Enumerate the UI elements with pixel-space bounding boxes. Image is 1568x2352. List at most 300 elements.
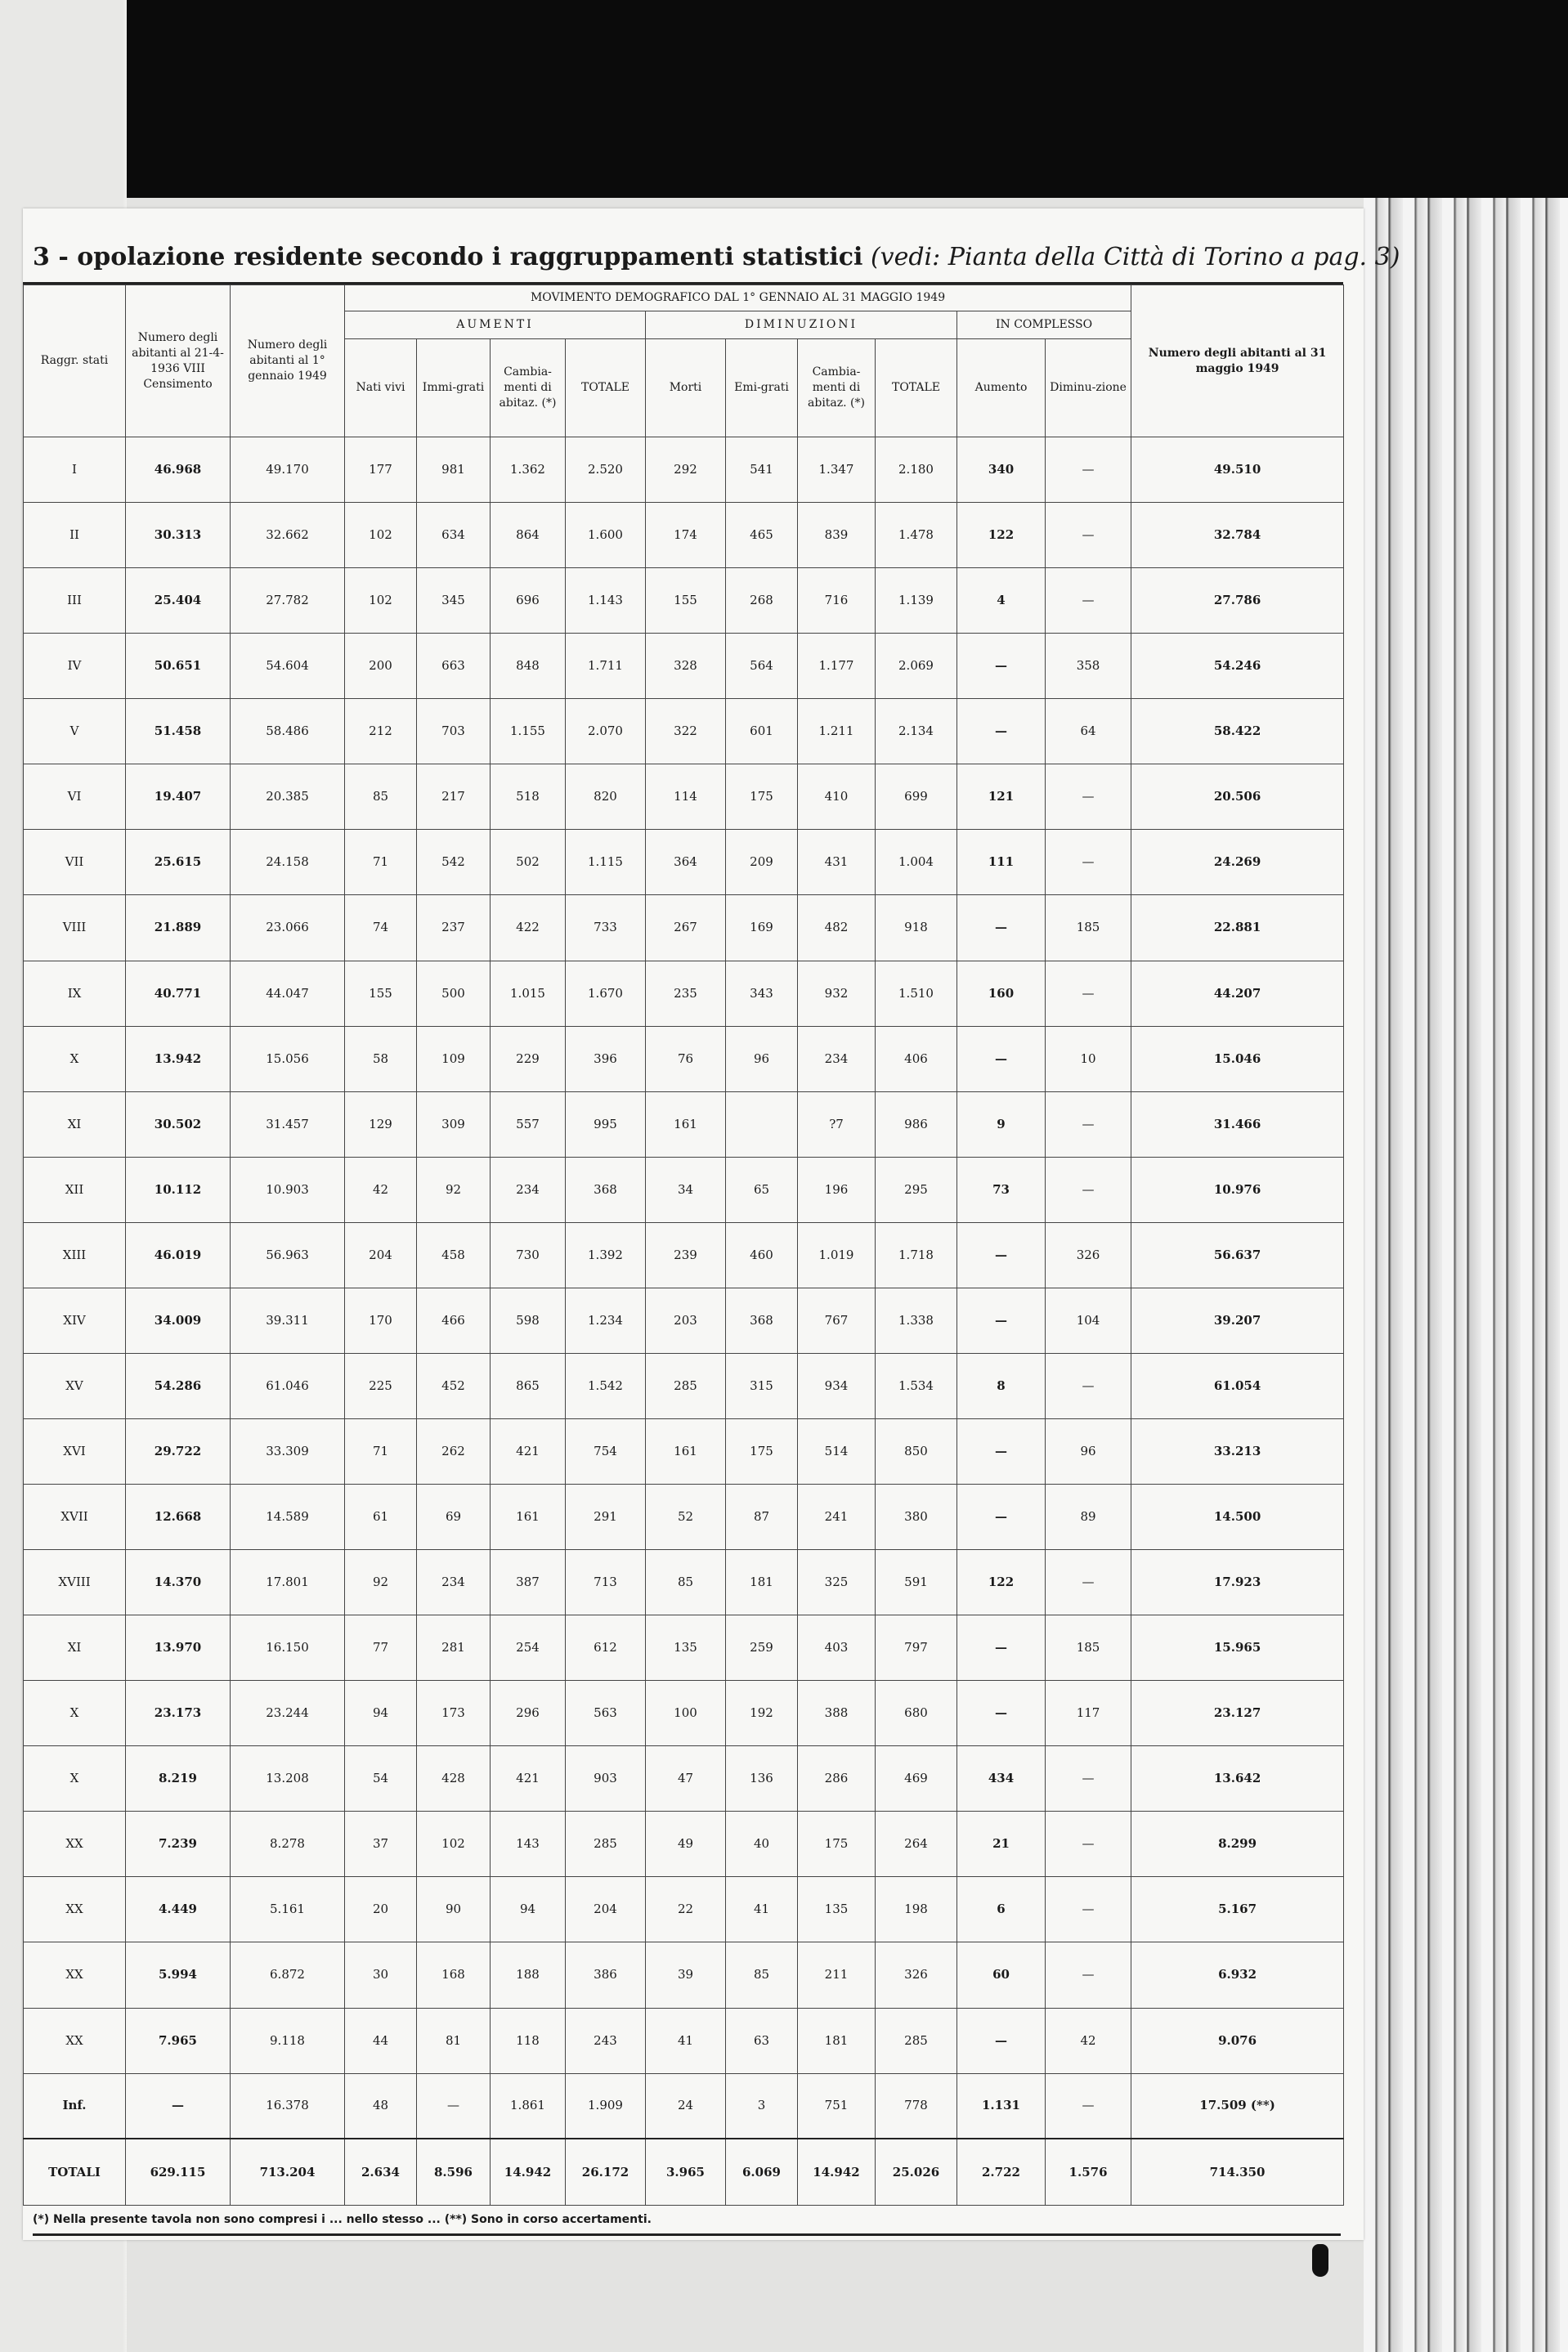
cell-totale-d: 986 bbox=[876, 1091, 957, 1157]
cell-totale-a: 733 bbox=[566, 895, 646, 961]
title-reference: (vedi: Pianta della Città di Torino a pag. 3) bbox=[862, 243, 1400, 271]
cell-totale-a: 285 bbox=[566, 1812, 646, 1877]
cell-totale-a: 713 bbox=[566, 1550, 646, 1615]
cell-cambiamenti-d: 1.211 bbox=[798, 699, 876, 764]
cell-1936: 14.370 bbox=[126, 1550, 231, 1615]
cell-nati: 77 bbox=[345, 1615, 417, 1681]
cell-cambiamenti-d: 403 bbox=[798, 1615, 876, 1681]
cell-1949: 16.150 bbox=[231, 1615, 345, 1681]
cell-cambiamenti-a: 518 bbox=[491, 764, 566, 830]
table-row bbox=[24, 2073, 1344, 2139]
header-1936: Numero degli abitanti al 21-4-1936 VIII Censimento bbox=[126, 285, 231, 437]
cell-nati: 42 bbox=[345, 1157, 417, 1222]
cell-1936: 21.889 bbox=[126, 895, 231, 961]
row-label: XVI bbox=[24, 1418, 126, 1484]
cell-morti: 174 bbox=[646, 503, 726, 568]
cell-diminuzione: 104 bbox=[1046, 1288, 1131, 1353]
total-final: 714.350 bbox=[1131, 2139, 1344, 2205]
page-title bbox=[33, 237, 1400, 278]
cell-emigrati: 96 bbox=[726, 1026, 798, 1091]
cell-cambiamenti-d: 135 bbox=[798, 1877, 876, 1942]
cell-cambiamenti-a: 1.362 bbox=[491, 437, 566, 503]
cell-1936: 54.286 bbox=[126, 1353, 231, 1418]
cell-cambiamenti-d: 388 bbox=[798, 1681, 876, 1746]
cell-final: 9.076 bbox=[1131, 2008, 1344, 2073]
cell-immigrati: 81 bbox=[417, 2008, 491, 2073]
cell-morti: 292 bbox=[646, 437, 726, 503]
cell-totale-a: 396 bbox=[566, 1026, 646, 1091]
cell-nati: 71 bbox=[345, 830, 417, 895]
table-row bbox=[24, 568, 1344, 634]
cell-diminuzione: — bbox=[1046, 830, 1131, 895]
totals-label: TOTALI bbox=[24, 2139, 126, 2205]
cell-final: 6.932 bbox=[1131, 1942, 1344, 2008]
cell-cambiamenti-a: 1.015 bbox=[491, 961, 566, 1026]
cell-diminuzione: 89 bbox=[1046, 1485, 1131, 1550]
cell-cambiamenti-d: 175 bbox=[798, 1812, 876, 1877]
cell-1949: 14.589 bbox=[231, 1485, 345, 1550]
cell-cambiamenti-a: 696 bbox=[491, 568, 566, 634]
cell-cambiamenti-d: 241 bbox=[798, 1485, 876, 1550]
cell-totale-d: 1.510 bbox=[876, 961, 957, 1026]
row-label: XX bbox=[24, 1942, 126, 2008]
total-1949: 713.204 bbox=[231, 2139, 345, 2205]
cell-morti: 34 bbox=[646, 1157, 726, 1222]
header-1949: Numero degli abitanti al 1° gennaio 1949 bbox=[231, 285, 345, 437]
cell-immigrati: 428 bbox=[417, 1746, 491, 1812]
cell-1949: 17.801 bbox=[231, 1550, 345, 1615]
row-label: XX bbox=[24, 1877, 126, 1942]
cell-1936: 13.942 bbox=[126, 1026, 231, 1091]
header-aumenti: AUMENTI bbox=[345, 311, 646, 339]
row-label: VI bbox=[24, 764, 126, 830]
row-label: X bbox=[24, 1746, 126, 1812]
header-morti: Morti bbox=[646, 339, 726, 437]
cell-aumento: — bbox=[957, 1222, 1046, 1288]
cell-diminuzione: — bbox=[1046, 1746, 1131, 1812]
total-nati: 2.634 bbox=[345, 2139, 417, 2205]
cell-totale-a: 2.520 bbox=[566, 437, 646, 503]
row-label: XV bbox=[24, 1353, 126, 1418]
cell-immigrati: 309 bbox=[417, 1091, 491, 1157]
cell-totale-d: 1.004 bbox=[876, 830, 957, 895]
cell-emigrati: 40 bbox=[726, 1812, 798, 1877]
table-row bbox=[24, 1091, 1344, 1157]
cell-cambiamenti-d: 932 bbox=[798, 961, 876, 1026]
cell-1949: 20.385 bbox=[231, 764, 345, 830]
cell-1949: 58.486 bbox=[231, 699, 345, 764]
cell-1949: 39.311 bbox=[231, 1288, 345, 1353]
cell-nati: 37 bbox=[345, 1812, 417, 1877]
cell-emigrati: 465 bbox=[726, 503, 798, 568]
row-label: III bbox=[24, 568, 126, 634]
row-label: XIV bbox=[24, 1288, 126, 1353]
cell-diminuzione: — bbox=[1046, 1812, 1131, 1877]
cell-totale-a: 204 bbox=[566, 1877, 646, 1942]
cell-aumento: 122 bbox=[957, 503, 1046, 568]
cell-immigrati: 90 bbox=[417, 1877, 491, 1942]
table-row bbox=[24, 1942, 1344, 2008]
cell-1949: 56.963 bbox=[231, 1222, 345, 1288]
cell-final: 33.213 bbox=[1131, 1418, 1344, 1484]
cell-diminuzione: — bbox=[1046, 568, 1131, 634]
total-totale-a: 26.172 bbox=[566, 2139, 646, 2205]
cell-cambiamenti-d: 211 bbox=[798, 1942, 876, 2008]
row-label: VIII bbox=[24, 895, 126, 961]
table-row bbox=[24, 503, 1344, 568]
cell-immigrati: 703 bbox=[417, 699, 491, 764]
header-immigrati: Immi-grati bbox=[417, 339, 491, 437]
cell-emigrati: 368 bbox=[726, 1288, 798, 1353]
cell-diminuzione: — bbox=[1046, 1942, 1131, 2008]
cell-nati: 30 bbox=[345, 1942, 417, 2008]
cell-emigrati: 315 bbox=[726, 1353, 798, 1418]
cell-1949: 54.604 bbox=[231, 634, 345, 699]
cell-nati: 85 bbox=[345, 764, 417, 830]
cell-cambiamenti-d: 839 bbox=[798, 503, 876, 568]
row-label: X bbox=[24, 1026, 126, 1091]
cell-totale-a: 1.234 bbox=[566, 1288, 646, 1353]
table-row bbox=[24, 1615, 1344, 1681]
cell-totale-d: 285 bbox=[876, 2008, 957, 2073]
cell-totale-a: 291 bbox=[566, 1485, 646, 1550]
cell-cambiamenti-a: 730 bbox=[491, 1222, 566, 1288]
cell-diminuzione: 117 bbox=[1046, 1681, 1131, 1746]
total-morti: 3.965 bbox=[646, 2139, 726, 2205]
row-label: X bbox=[24, 1681, 126, 1746]
cell-1936: 7.965 bbox=[126, 2008, 231, 2073]
cell-immigrati: 109 bbox=[417, 1026, 491, 1091]
cell-1936: — bbox=[126, 2073, 231, 2139]
cell-nati: 44 bbox=[345, 2008, 417, 2073]
cell-cambiamenti-d: 181 bbox=[798, 2008, 876, 2073]
table-row bbox=[24, 1353, 1344, 1418]
cell-morti: 235 bbox=[646, 961, 726, 1026]
row-label: XII bbox=[24, 1157, 126, 1222]
cell-cambiamenti-a: 387 bbox=[491, 1550, 566, 1615]
cell-aumento: 1.131 bbox=[957, 2073, 1046, 2139]
cell-1936: 46.968 bbox=[126, 437, 231, 503]
cell-final: 22.881 bbox=[1131, 895, 1344, 961]
cell-emigrati: 601 bbox=[726, 699, 798, 764]
cell-totale-d: 918 bbox=[876, 895, 957, 961]
cell-totale-d: 850 bbox=[876, 1418, 957, 1484]
cell-totale-a: 903 bbox=[566, 1746, 646, 1812]
cell-diminuzione: 358 bbox=[1046, 634, 1131, 699]
row-label: XX bbox=[24, 2008, 126, 2073]
cell-nati: 61 bbox=[345, 1485, 417, 1550]
cell-morti: 322 bbox=[646, 699, 726, 764]
cell-nati: 225 bbox=[345, 1353, 417, 1418]
table-row bbox=[24, 437, 1344, 503]
footnote: (*) Nella presente tavola non sono compresi i ... nello stesso ... (**) Sono in corso accertamenti. bbox=[33, 2206, 1341, 2236]
totals-row bbox=[24, 2139, 1344, 2205]
cell-nati: 94 bbox=[345, 1681, 417, 1746]
cell-1936: 4.449 bbox=[126, 1877, 231, 1942]
cell-1949: 49.170 bbox=[231, 437, 345, 503]
cell-immigrati: 281 bbox=[417, 1615, 491, 1681]
cell-totale-a: 1.670 bbox=[566, 961, 646, 1026]
cell-cambiamenti-d: 325 bbox=[798, 1550, 876, 1615]
row-label: XI bbox=[24, 1091, 126, 1157]
cell-morti: 22 bbox=[646, 1877, 726, 1942]
cell-morti: 328 bbox=[646, 634, 726, 699]
cell-diminuzione: — bbox=[1046, 1157, 1131, 1222]
cell-cambiamenti-a: 161 bbox=[491, 1485, 566, 1550]
total-aumento: 2.722 bbox=[957, 2139, 1046, 2205]
cell-cambiamenti-d: 716 bbox=[798, 568, 876, 634]
table-row bbox=[24, 699, 1344, 764]
cell-final: 31.466 bbox=[1131, 1091, 1344, 1157]
cell-1949: 23.066 bbox=[231, 895, 345, 961]
cell-aumento: — bbox=[957, 699, 1046, 764]
cell-diminuzione: 42 bbox=[1046, 2008, 1131, 2073]
table-row bbox=[24, 1550, 1344, 1615]
cell-cambiamenti-d: 482 bbox=[798, 895, 876, 961]
cell-cambiamenti-a: 234 bbox=[491, 1157, 566, 1222]
cell-nati: 212 bbox=[345, 699, 417, 764]
cell-diminuzione: 96 bbox=[1046, 1418, 1131, 1484]
header-group: Raggr. stati bbox=[24, 285, 126, 437]
cell-cambiamenti-d: 1.177 bbox=[798, 634, 876, 699]
cell-totale-a: 386 bbox=[566, 1942, 646, 2008]
cell-totale-a: 612 bbox=[566, 1615, 646, 1681]
cell-final: 24.269 bbox=[1131, 830, 1344, 895]
cell-nati: 58 bbox=[345, 1026, 417, 1091]
cell-cambiamenti-a: 188 bbox=[491, 1942, 566, 2008]
cell-aumento: — bbox=[957, 1418, 1046, 1484]
cell-final: 39.207 bbox=[1131, 1288, 1344, 1353]
cell-1949: 27.782 bbox=[231, 568, 345, 634]
cell-cambiamenti-d: 514 bbox=[798, 1418, 876, 1484]
cell-1949: 44.047 bbox=[231, 961, 345, 1026]
cell-emigrati: 41 bbox=[726, 1877, 798, 1942]
cell-aumento: — bbox=[957, 895, 1046, 961]
total-immigrati: 8.596 bbox=[417, 2139, 491, 2205]
cell-totale-d: 198 bbox=[876, 1877, 957, 1942]
cell-final: 20.506 bbox=[1131, 764, 1344, 830]
cell-emigrati: 209 bbox=[726, 830, 798, 895]
cell-nati: 54 bbox=[345, 1746, 417, 1812]
cell-1936: 40.771 bbox=[126, 961, 231, 1026]
cell-cambiamenti-a: 143 bbox=[491, 1812, 566, 1877]
cell-cambiamenti-d: 286 bbox=[798, 1746, 876, 1812]
cell-totale-a: 1.542 bbox=[566, 1353, 646, 1418]
cell-immigrati: 234 bbox=[417, 1550, 491, 1615]
cell-diminuzione: — bbox=[1046, 764, 1131, 830]
cell-immigrati: 173 bbox=[417, 1681, 491, 1746]
cell-emigrati: 192 bbox=[726, 1681, 798, 1746]
cell-morti: 161 bbox=[646, 1091, 726, 1157]
cell-cambiamenti-d: 196 bbox=[798, 1157, 876, 1222]
cell-1936: 46.019 bbox=[126, 1222, 231, 1288]
cell-1936: 13.970 bbox=[126, 1615, 231, 1681]
cell-morti: 100 bbox=[646, 1681, 726, 1746]
cell-totale-d: 264 bbox=[876, 1812, 957, 1877]
cell-final: 15.965 bbox=[1131, 1615, 1344, 1681]
cell-1949: 15.056 bbox=[231, 1026, 345, 1091]
cell-aumento: 122 bbox=[957, 1550, 1046, 1615]
cell-1936: 25.404 bbox=[126, 568, 231, 634]
cell-1949: 61.046 bbox=[231, 1353, 345, 1418]
cell-aumento: 434 bbox=[957, 1746, 1046, 1812]
scan-page-edges bbox=[1364, 198, 1568, 2352]
table-row bbox=[24, 1746, 1344, 1812]
row-label: XVIII bbox=[24, 1550, 126, 1615]
cell-nati: 200 bbox=[345, 634, 417, 699]
cell-1936: 10.112 bbox=[126, 1157, 231, 1222]
cell-nati: 129 bbox=[345, 1091, 417, 1157]
cell-morti: 52 bbox=[646, 1485, 726, 1550]
row-label: XI bbox=[24, 1615, 126, 1681]
cell-immigrati: 102 bbox=[417, 1812, 491, 1877]
cell-final: 17.923 bbox=[1131, 1550, 1344, 1615]
header-final: Numero degli abitanti al 31 maggio 1949 bbox=[1131, 285, 1344, 437]
cell-aumento: 121 bbox=[957, 764, 1046, 830]
cell-1949: 23.244 bbox=[231, 1681, 345, 1746]
row-label: XVII bbox=[24, 1485, 126, 1550]
header-diminuzioni: DIMINUZIONI bbox=[646, 311, 957, 339]
cell-1936: 30.502 bbox=[126, 1091, 231, 1157]
cell-morti: 39 bbox=[646, 1942, 726, 2008]
cell-cambiamenti-a: 296 bbox=[491, 1681, 566, 1746]
cell-immigrati: 634 bbox=[417, 503, 491, 568]
cell-cambiamenti-a: 598 bbox=[491, 1288, 566, 1353]
cell-nati: 74 bbox=[345, 895, 417, 961]
title-main: opolazione residente secondo i raggruppamenti statistici bbox=[77, 243, 863, 271]
cell-totale-a: 2.070 bbox=[566, 699, 646, 764]
cell-1936: 29.722 bbox=[126, 1418, 231, 1484]
cell-1949: 13.208 bbox=[231, 1746, 345, 1812]
cell-1949: 6.872 bbox=[231, 1942, 345, 2008]
cell-cambiamenti-d: 234 bbox=[798, 1026, 876, 1091]
header-emigrati: Emi-grati bbox=[726, 339, 798, 437]
cell-morti: 47 bbox=[646, 1746, 726, 1812]
cell-morti: 49 bbox=[646, 1812, 726, 1877]
cell-nati: 170 bbox=[345, 1288, 417, 1353]
cell-1936: 50.651 bbox=[126, 634, 231, 699]
cell-1949: 10.903 bbox=[231, 1157, 345, 1222]
cell-aumento: 9 bbox=[957, 1091, 1046, 1157]
cell-1936: 34.009 bbox=[126, 1288, 231, 1353]
cell-nati: 155 bbox=[345, 961, 417, 1026]
cell-morti: 203 bbox=[646, 1288, 726, 1353]
cell-final: 14.500 bbox=[1131, 1485, 1344, 1550]
cell-totale-a: 1.600 bbox=[566, 503, 646, 568]
cell-totale-d: 295 bbox=[876, 1157, 957, 1222]
cell-emigrati: 169 bbox=[726, 895, 798, 961]
cell-totale-d: 2.180 bbox=[876, 437, 957, 503]
cell-emigrati: 268 bbox=[726, 568, 798, 634]
cell-morti: 24 bbox=[646, 2073, 726, 2139]
cell-totale-d: 1.338 bbox=[876, 1288, 957, 1353]
cell-aumento: 6 bbox=[957, 1877, 1046, 1942]
cell-cambiamenti-a: 421 bbox=[491, 1746, 566, 1812]
cell-aumento: 4 bbox=[957, 568, 1046, 634]
cell-final: 8.299 bbox=[1131, 1812, 1344, 1877]
cell-aumento: — bbox=[957, 634, 1046, 699]
header-aumento: Aumento bbox=[957, 339, 1046, 437]
cell-aumento: — bbox=[957, 1288, 1046, 1353]
cell-cambiamenti-a: 94 bbox=[491, 1877, 566, 1942]
total-1936: 629.115 bbox=[126, 2139, 231, 2205]
cell-diminuzione: 10 bbox=[1046, 1026, 1131, 1091]
cell-morti: 364 bbox=[646, 830, 726, 895]
table-row bbox=[24, 1288, 1344, 1353]
cell-aumento: 340 bbox=[957, 437, 1046, 503]
cell-cambiamenti-d: 767 bbox=[798, 1288, 876, 1353]
table-row bbox=[24, 1681, 1344, 1746]
cell-aumento: — bbox=[957, 1681, 1046, 1746]
table-row bbox=[24, 1812, 1344, 1877]
table-row bbox=[24, 764, 1344, 830]
cell-nati: 20 bbox=[345, 1877, 417, 1942]
row-label: IV bbox=[24, 634, 126, 699]
cell-totale-d: 778 bbox=[876, 2073, 957, 2139]
cell-cambiamenti-d: 410 bbox=[798, 764, 876, 830]
row-label: II bbox=[24, 503, 126, 568]
cell-immigrati: 217 bbox=[417, 764, 491, 830]
cell-cambiamenti-d: 934 bbox=[798, 1353, 876, 1418]
cell-morti: 267 bbox=[646, 895, 726, 961]
cell-1949: 24.158 bbox=[231, 830, 345, 895]
cell-diminuzione: — bbox=[1046, 2073, 1131, 2139]
cell-diminuzione: 64 bbox=[1046, 699, 1131, 764]
header-totale-diminuzioni: TOTALE bbox=[876, 339, 957, 437]
cell-1936: 25.615 bbox=[126, 830, 231, 895]
cell-1936: 5.994 bbox=[126, 1942, 231, 2008]
cell-immigrati: 262 bbox=[417, 1418, 491, 1484]
cell-morti: 135 bbox=[646, 1615, 726, 1681]
cell-immigrati: 92 bbox=[417, 1157, 491, 1222]
table-row bbox=[24, 634, 1344, 699]
table-row bbox=[24, 961, 1344, 1026]
cell-cambiamenti-a: 229 bbox=[491, 1026, 566, 1091]
cell-nati: 177 bbox=[345, 437, 417, 503]
cell-aumento: — bbox=[957, 2008, 1046, 2073]
cell-aumento: — bbox=[957, 1026, 1046, 1091]
cell-emigrati: 136 bbox=[726, 1746, 798, 1812]
row-label: XIII bbox=[24, 1222, 126, 1288]
cell-immigrati: 542 bbox=[417, 830, 491, 895]
cell-1949: 9.118 bbox=[231, 2008, 345, 2073]
cell-nati: 48 bbox=[345, 2073, 417, 2139]
cell-aumento: 60 bbox=[957, 1942, 1046, 2008]
cell-totale-d: 2.134 bbox=[876, 699, 957, 764]
cell-nati: 71 bbox=[345, 1418, 417, 1484]
cell-final: 32.784 bbox=[1131, 503, 1344, 568]
cell-totale-d: 326 bbox=[876, 1942, 957, 2008]
total-emigrati: 6.069 bbox=[726, 2139, 798, 2205]
cell-totale-a: 1.392 bbox=[566, 1222, 646, 1288]
cell-aumento: 73 bbox=[957, 1157, 1046, 1222]
cell-aumento: 160 bbox=[957, 961, 1046, 1026]
cell-immigrati: 168 bbox=[417, 1942, 491, 2008]
cell-totale-a: 1.711 bbox=[566, 634, 646, 699]
cell-final: 54.246 bbox=[1131, 634, 1344, 699]
cell-totale-d: 797 bbox=[876, 1615, 957, 1681]
cell-aumento: 8 bbox=[957, 1353, 1046, 1418]
cell-emigrati: 259 bbox=[726, 1615, 798, 1681]
cell-diminuzione: — bbox=[1046, 1353, 1131, 1418]
cell-morti: 161 bbox=[646, 1418, 726, 1484]
cell-diminuzione: 185 bbox=[1046, 895, 1131, 961]
cell-1949: 8.278 bbox=[231, 1812, 345, 1877]
cell-1936: 7.239 bbox=[126, 1812, 231, 1877]
cell-diminuzione: 326 bbox=[1046, 1222, 1131, 1288]
cell-final: 15.046 bbox=[1131, 1026, 1344, 1091]
cell-emigrati: 343 bbox=[726, 961, 798, 1026]
